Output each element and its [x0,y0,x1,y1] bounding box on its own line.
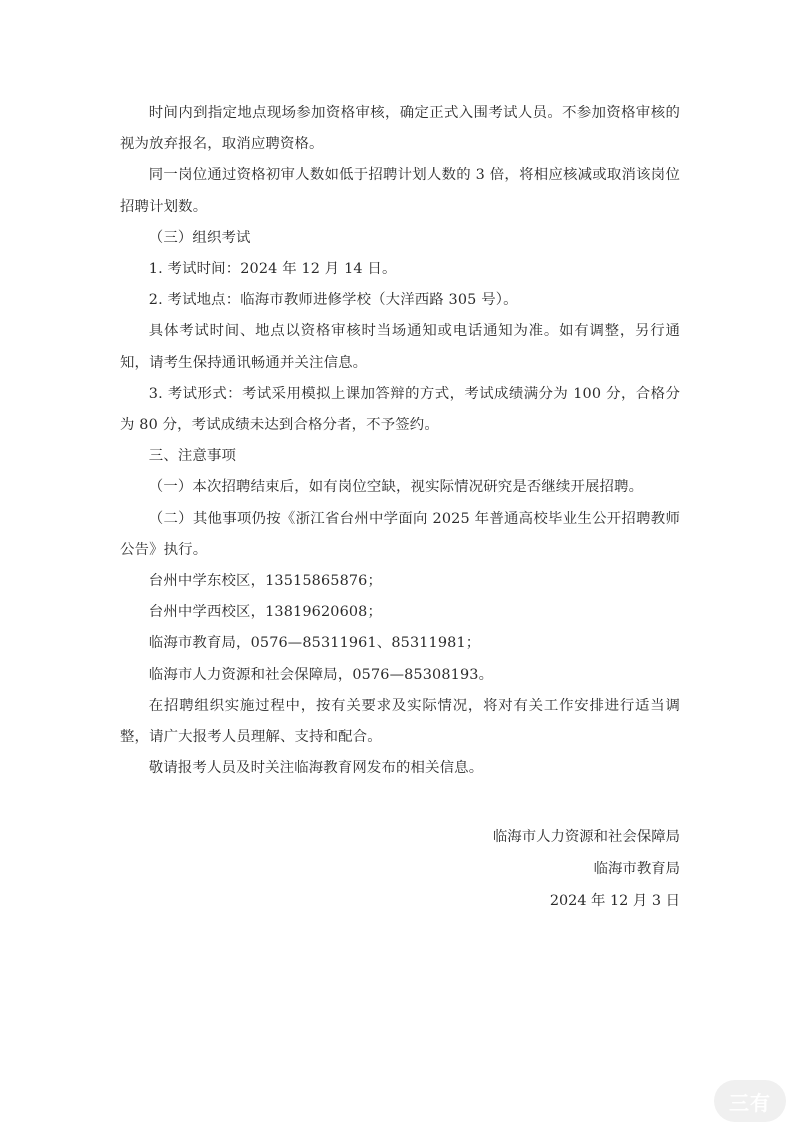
paragraph-note-2: （二）其他事项仍按《浙江省台州中学面向 2025 年普通高校毕业生公开招聘教师公告》执行。 [120,510,680,558]
document-body [120,98,680,784]
paragraph-exam-format: 3. 考试形式：考试采用模拟上课加答辩的方式，考试成绩满分为 100 分，合格分为 80 分，考试成绩未达到合格分者，不予签约。 [120,385,680,434]
paragraph-adjustment: 在招聘组织实施过程中，按有关要求及实际情况，将对有关工作安排进行适当调整，请广大报考人员理解、支持和配合。 [120,697,680,746]
paragraph-exam-time: 1. 考试时间：2024 年 12 月 14 日。 [148,261,397,278]
paragraph-qualification-review: 时间内到指定地点现场参加资格审核，确定正式入围考试人员。不参加资格审核的视为放弃报名，取消应聘资格。 [120,105,680,153]
contact-education-bureau: 临海市教育局，0576—85311961、85311981； [148,635,481,652]
signature-education-bureau: 临海市教育局 [593,861,680,877]
contact-east-campus: 台州中学东校区，13515865876； [148,573,383,590]
contact-west-campus: 台州中学西校区，13819620608； [148,604,383,621]
paragraph-exam-notice: 具体考试时间、地点以资格审核时当场通知或电话通知为准。如有调整，另行通知，请考生保持通讯畅通并关注信息。 [120,323,680,371]
signature-hr-bureau: 临海市人力资源和社会保障局 [492,829,680,845]
paragraph-recruitment-ratio: 同一岗位通过资格初审人数如低于招聘计划人数的 3 倍，将相应核减或取消该岗位招聘计划数。 [120,167,680,215]
paragraph-exam-location: 2. 考试地点：临海市教师进修学校（大洋西路 305 号）。 [148,292,518,309]
paragraph-follow-info: 敬请报考人员及时关注临海教育网发布的相关信息。 [148,760,484,777]
heading-organize-exam: （三）组织考试 [148,229,251,246]
watermark-badge [714,1080,786,1122]
signature-date: 2024 年 12 月 3 日 [549,893,680,909]
contact-hr-bureau: 临海市人力资源和社会保障局，0576—85308193。 [148,666,494,683]
heading-notes: 三、注意事项 [148,448,237,465]
paragraph-note-1: （一）本次招聘结束后，如有岗位空缺，视实际情况研究是否继续开展招聘。 [148,479,644,496]
watermark-text: 三有 [729,1090,771,1115]
